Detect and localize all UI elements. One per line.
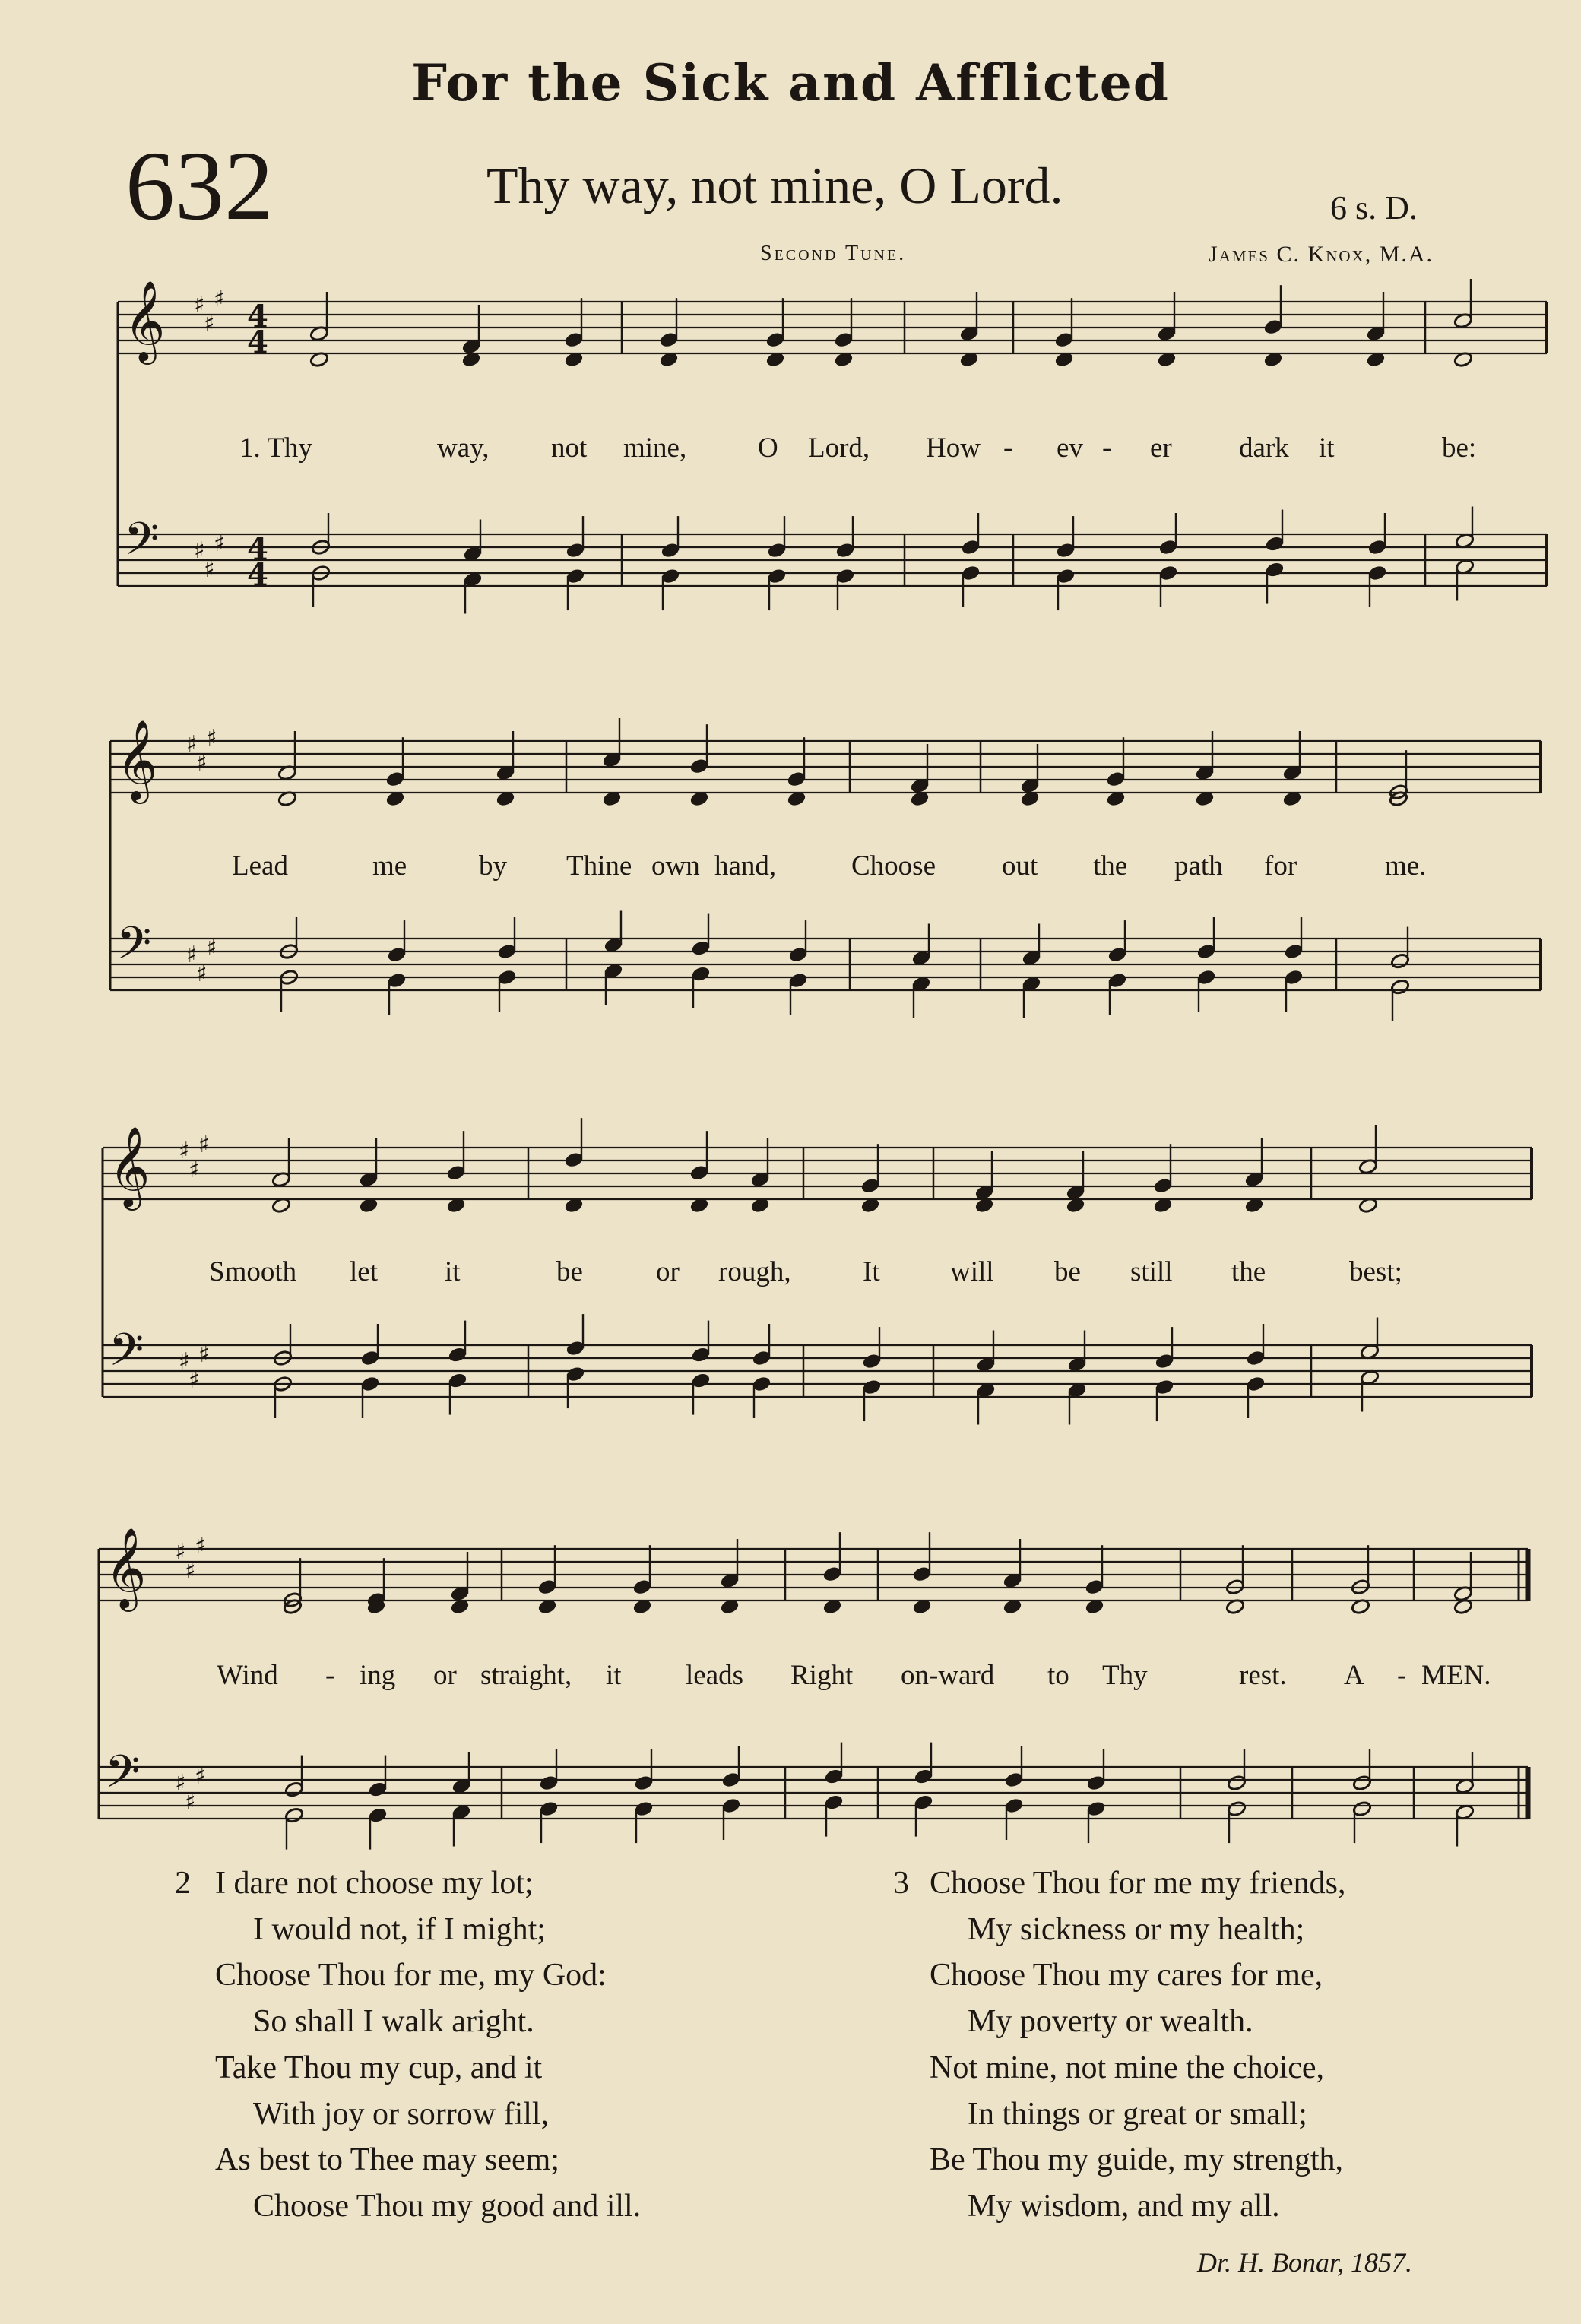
- section-title: For the Sick and Afflicted: [411, 53, 1170, 112]
- sharp-sign: ♯: [185, 1789, 196, 1816]
- sharp-sign: ♯: [194, 292, 205, 318]
- verse-3: [893, 1860, 1345, 2230]
- lyric-syllable: dark: [1239, 432, 1289, 464]
- lyric-syllable: or: [656, 1256, 680, 1287]
- verse-line: Take Thou my cup, and it: [215, 2050, 543, 2085]
- bass-clef-icon: 𝄢: [109, 1323, 144, 1387]
- verse-line: My poverty or wealth.: [968, 2004, 1253, 2040]
- lyric-syllable: -: [1003, 432, 1013, 464]
- lyric-syllable: the: [1231, 1256, 1266, 1287]
- sharp-sign: ♯: [186, 731, 198, 758]
- lyric-syllable: Thy: [1102, 1660, 1148, 1691]
- lyric-syllable: be: [556, 1256, 583, 1287]
- hymn-number: 632: [125, 131, 274, 241]
- lyric-syllable: best;: [1349, 1256, 1402, 1287]
- time-signature: 4: [247, 557, 268, 593]
- lyric-syllable: It: [863, 1256, 880, 1287]
- author-credit: Dr. H. Bonar, 1857.: [1197, 2247, 1413, 2278]
- lyric-syllable: it: [1319, 432, 1335, 464]
- sharp-sign: ♯: [198, 1341, 210, 1368]
- lyric-syllable: Lead: [232, 850, 288, 882]
- lyric-syllable: to: [1047, 1660, 1069, 1691]
- lyric-syllable: MEN.: [1421, 1660, 1491, 1691]
- lyric-syllable: own: [651, 850, 700, 882]
- lyric-syllable: er: [1150, 432, 1172, 464]
- lyric-syllable: straight,: [480, 1660, 572, 1691]
- sharp-sign: ♯: [185, 1558, 196, 1585]
- verse-line: Be Thou my guide, my strength,: [930, 2142, 1344, 2178]
- sharp-sign: ♯: [214, 286, 225, 312]
- time-signature: 4: [247, 325, 268, 360]
- lyric-syllable: path: [1174, 850, 1223, 882]
- bass-clef-icon: 𝄢: [105, 1745, 141, 1809]
- lyric-syllable: Wind: [217, 1660, 278, 1691]
- verse-line: Choose Thou for me, my God:: [215, 1958, 607, 1993]
- verse-line: Choose Thou for me my friends,: [930, 1866, 1346, 1901]
- lyric-syllable: O: [758, 432, 778, 464]
- bass-clef-icon: 𝄢: [124, 512, 160, 576]
- verse-line: Choose Thou my cares for me,: [930, 1958, 1323, 1993]
- lyric-syllable: out: [1002, 850, 1038, 882]
- lyric-syllable: or: [433, 1660, 457, 1691]
- sharp-sign: ♯: [196, 961, 208, 987]
- lyric-syllable: be: [1054, 1256, 1081, 1287]
- verse-number: 2: [175, 1866, 191, 1901]
- sharp-sign: ♯: [195, 1533, 206, 1559]
- verse-line: In things or great or small;: [968, 2096, 1307, 2132]
- lyric-syllable: me.: [1385, 850, 1427, 882]
- sharp-sign: ♯: [206, 725, 217, 752]
- lyric-syllable: Choose: [851, 850, 936, 882]
- lyric-syllable: it: [445, 1256, 461, 1287]
- lyric-syllable: mine,: [623, 432, 687, 464]
- sharp-sign: ♯: [196, 750, 208, 777]
- lyric-syllable: -: [1397, 1660, 1407, 1691]
- lyric-syllable: not: [551, 432, 588, 464]
- sharp-sign: ♯: [214, 530, 225, 557]
- sharp-sign: ♯: [175, 1539, 186, 1566]
- treble-clef-icon: 𝄞: [124, 280, 166, 361]
- tune-label: Second Tune.: [760, 242, 907, 265]
- hymn-title: Thy way, not mine, O Lord.: [486, 157, 1063, 214]
- verse-line: My sickness or my health;: [968, 1911, 1305, 1947]
- verse-2: [175, 1860, 641, 2230]
- lyric-syllable: it: [606, 1660, 622, 1691]
- lyric-syllable: the: [1093, 850, 1128, 882]
- sharp-sign: ♯: [179, 1138, 190, 1164]
- sharp-sign: ♯: [204, 556, 215, 583]
- verse-number: 3: [893, 1866, 909, 1901]
- lyric-syllable: How: [926, 432, 981, 464]
- sharp-sign: ♯: [189, 1367, 200, 1394]
- lyric-syllable: ing: [360, 1660, 396, 1691]
- sharp-sign: ♯: [198, 1132, 210, 1158]
- sharp-sign: ♯: [195, 1763, 206, 1790]
- time-signature: 4: [247, 299, 268, 334]
- sharp-sign: ♯: [179, 1348, 190, 1375]
- lyric-syllable: hand,: [714, 850, 777, 882]
- lyric-syllable: will: [950, 1256, 994, 1287]
- lyric-syllable: be:: [1442, 432, 1477, 464]
- lyric-syllable: ev: [1057, 432, 1083, 464]
- verse-line: Not mine, not mine the choice,: [930, 2050, 1325, 2085]
- verse-line: So shall I walk aright.: [253, 2004, 534, 2040]
- lyric-syllable: still: [1130, 1256, 1173, 1287]
- treble-clef-icon: 𝄞: [109, 1126, 150, 1207]
- meter-label: 6 s. D.: [1330, 189, 1418, 226]
- lyric-syllable: -: [1102, 432, 1112, 464]
- bass-clef-icon: 𝄢: [116, 917, 152, 980]
- lyric-syllable: for: [1264, 850, 1297, 882]
- sharp-sign: ♯: [204, 311, 215, 337]
- verse-line: Choose Thou my good and ill.: [253, 2188, 642, 2224]
- lyric-syllable: on-ward: [901, 1660, 995, 1691]
- lyric-syllable: let: [350, 1256, 378, 1287]
- verse-line: As best to Thee may seem;: [215, 2142, 559, 2178]
- verse-line: I dare not choose my lot;: [215, 1866, 534, 1901]
- time-signature: 4: [247, 531, 268, 567]
- verse-line: I would not, if I might;: [253, 1911, 546, 1947]
- lyric-syllable: 1. Thy: [239, 432, 312, 464]
- lyric-syllable: leads: [686, 1660, 744, 1691]
- lyric-syllable: Smooth: [209, 1256, 297, 1287]
- lyric-syllable: way,: [437, 432, 490, 464]
- sharp-sign: ♯: [194, 537, 205, 564]
- lyric-syllable: Lord,: [808, 432, 870, 464]
- lyric-syllable: A: [1344, 1660, 1364, 1691]
- lyric-syllable: rough,: [718, 1256, 791, 1287]
- verse-line: With joy or sorrow fill,: [253, 2096, 550, 2132]
- treble-clef-icon: 𝄞: [105, 1527, 147, 1608]
- sharp-sign: ♯: [186, 942, 198, 968]
- verse-line: My wisdom, and my all.: [968, 2188, 1280, 2224]
- lyric-syllable: -: [325, 1660, 335, 1691]
- lyric-syllable: Right: [790, 1660, 854, 1691]
- sharp-sign: ♯: [189, 1157, 200, 1183]
- lyric-syllable: me: [372, 850, 407, 882]
- sharp-sign: ♯: [206, 935, 217, 961]
- sharp-sign: ♯: [175, 1770, 186, 1797]
- lyric-syllable: rest.: [1239, 1660, 1287, 1691]
- lyric-syllable: Thine: [566, 850, 632, 882]
- lyric-syllable: by: [479, 850, 507, 882]
- treble-clef-icon: 𝄞: [116, 719, 158, 800]
- composer-credit: James C. Knox, M.A.: [1209, 242, 1434, 267]
